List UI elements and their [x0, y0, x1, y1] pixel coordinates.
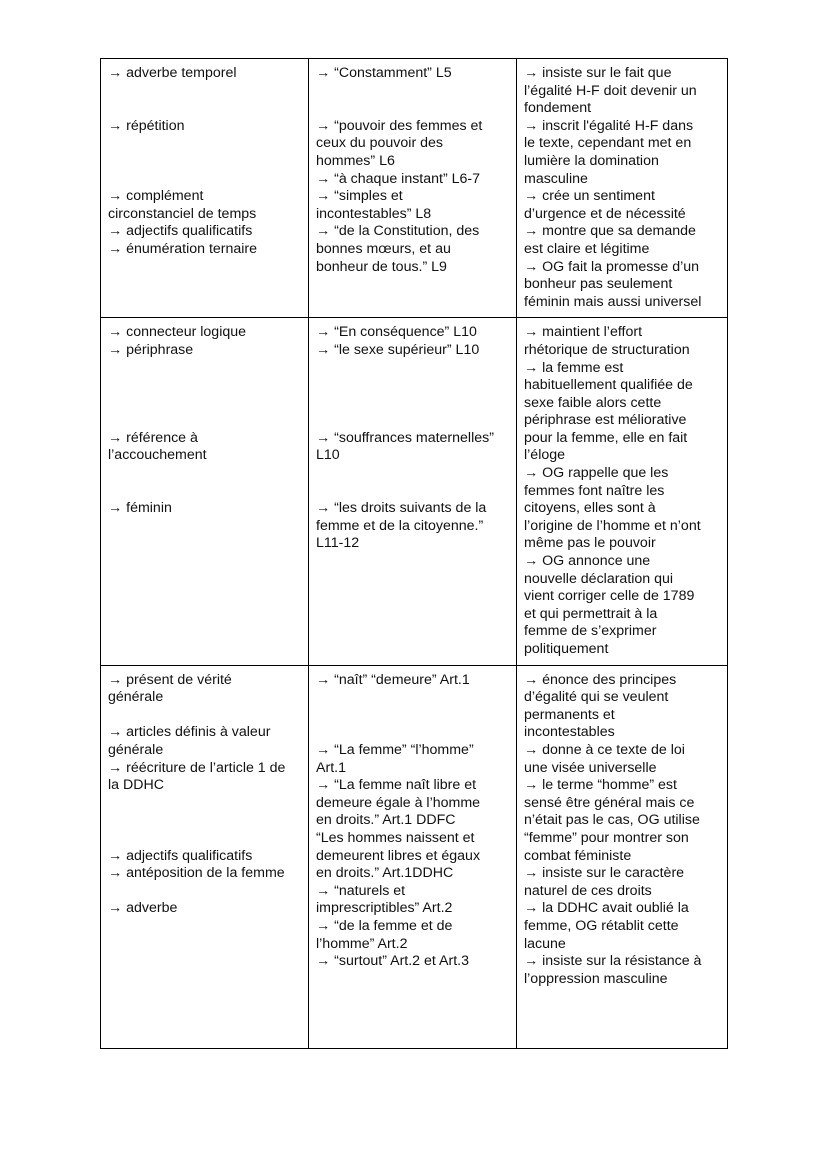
table-cell-procedes	[101, 59, 309, 318]
cell-entry: → “naturels et imprescriptibles” Art.2	[316, 882, 453, 917]
cell-entry: → complément circonstanciel de temps	[108, 188, 257, 222]
table-cell-citations	[309, 665, 517, 1048]
cell-entry: → insiste sur le fait que l’égalité H-F doit devenir un fondement	[524, 65, 697, 117]
cell-entry: → “surtout” Art.2 et Art.3	[316, 953, 469, 970]
cell-entry: → énumération ternaire	[108, 240, 258, 257]
cell-entry: → insiste sur le caractère naturel de ces droits	[524, 865, 685, 899]
table-cell-citations	[309, 318, 517, 665]
cell-entry: → OG annonce une nouvelle déclaration qui vient corriger celle de 1789 et qui permettrait à la femme de s’exprimer politiquement	[524, 553, 695, 657]
table-row	[101, 318, 728, 665]
cell-entry: → la femme est habituellement qualifiée de sexe faible alors cette périphrase est méliorative pour la femme, elle en fait l’éloge	[524, 359, 693, 464]
cell-entry: → maintient l’effort rhétorique de structuration	[524, 324, 690, 358]
cell-entry: → réécriture de l’article 1 de la DDHC	[108, 759, 286, 794]
cell-entry: → articles définis à valeur générale	[108, 724, 271, 758]
cell-entry: → donne à ce texte de loi une visée universelle	[524, 741, 685, 776]
cell-entry: → “En conséquence” L10	[316, 324, 477, 341]
cell-entry: → “Constamment” L5	[316, 65, 452, 81]
table-row	[101, 665, 728, 1048]
cell-entry: → “La femme naît libre et demeure égale à l’homme en droits.” Art.1 DDFC “Les hommes naissent et demeurent libres et égaux en droits.” Art.1DDHC	[316, 777, 481, 882]
cell-entry: → connecteur logique	[108, 324, 247, 341]
cell-entry: → énonce des principes d’égalité qui se veulent permanents et incontestables	[524, 671, 677, 741]
cell-entry: → crée un sentiment d’urgence et de nécessité	[524, 188, 686, 222]
cell-entry: → la DDHC avait oublié la femme, OG rétablit cette lacune	[524, 900, 689, 952]
cell-entry: → répétition	[108, 117, 185, 134]
cell-entry: → féminin	[108, 500, 172, 517]
cell-entry: → “pouvoir des femmes et ceux du pouvoir des hommes” L6	[316, 117, 483, 169]
cell-entry: → antéposition de la femme	[108, 865, 285, 882]
cell-entry: → “de la femme et de l’homme” Art.2	[316, 917, 453, 952]
cell-entry: → “les droits suivants de la femme et de la citoyenne.” L11-12	[316, 500, 487, 552]
cell-entry: → “le sexe supérieur” L10	[316, 341, 480, 358]
table-row	[101, 59, 728, 318]
cell-entry: → OG fait la promesse d’un bonheur pas seulement féminin mais aussi universel	[524, 258, 702, 310]
table-cell-interpretations	[517, 318, 728, 665]
cell-entry: → référence à l’accouchement	[108, 429, 207, 464]
cell-entry: → adverbe	[108, 900, 178, 917]
analysis-table	[100, 58, 728, 1049]
table-cell-interpretations	[517, 59, 728, 318]
cell-entry: → OG rappelle que les femmes font naître les citoyens, elles sont à l’origine de l’homme et n’ont même pas le pouvoir	[524, 465, 701, 552]
cell-entry: → adjectifs qualificatifs	[108, 847, 253, 864]
table-cell-procedes	[101, 665, 309, 1048]
cell-entry: → “naît” “demeure” Art.1	[316, 671, 470, 688]
cell-entry: → “La femme” “l’homme” Art.1	[316, 741, 474, 776]
cell-entry: → montre que sa demande est claire et légitime	[524, 223, 696, 257]
table-cell-procedes	[101, 318, 309, 665]
cell-entry: → insiste sur la résistance à l’oppression masculine	[524, 953, 702, 987]
cell-entry: → présent de vérité générale	[108, 671, 232, 706]
cell-entry: → “à chaque instant” L6-7	[316, 170, 481, 187]
cell-entry: → “simples et incontestables” L8	[316, 188, 432, 222]
cell-entry: → adverbe temporel	[108, 65, 237, 81]
cell-entry: → inscrit l'égalité H-F dans le texte, cependant met en lumière la domination masculine	[524, 117, 694, 187]
cell-entry: → “souffrances maternelles” L10	[316, 429, 494, 464]
table-cell-citations	[309, 59, 517, 318]
cell-entry: → périphrase	[108, 341, 194, 358]
cell-entry: → le terme “homme” est sensé être général mais ce n’était pas le cas, OG utilise “femme” pour montrer son combat féministe	[524, 777, 700, 864]
cell-entry: → adjectifs qualificatifs	[108, 223, 253, 240]
table-cell-interpretations	[517, 665, 728, 1048]
cell-entry: → “de la Constitution, des bonnes mœurs, et au bonheur de tous.” L9	[316, 223, 480, 275]
